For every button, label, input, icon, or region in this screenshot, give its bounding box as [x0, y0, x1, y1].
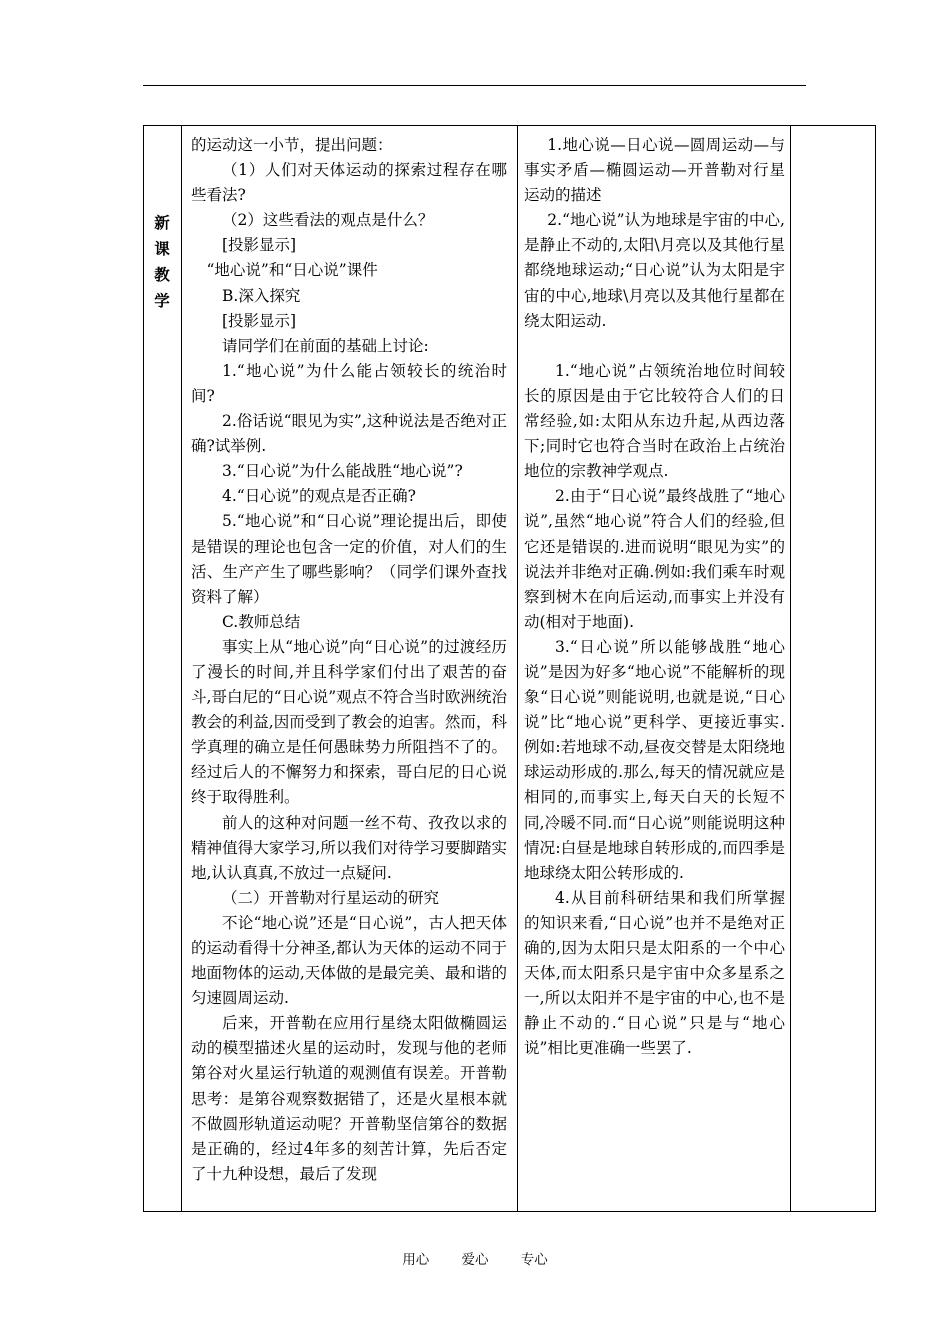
paragraph: 2.由于“日心说”最终战胜了“地心说”,虽然“地心说”符合人们的经验,但它还是错误的.进而说明“眼见为实”的说法并非绝对正确.例如:我们乘车时观察到树木在向后运动,而事实上并没有动(相对于地面). — [524, 487, 785, 631]
footer — [0, 1248, 950, 1268]
section-label-char: 课 — [154, 240, 170, 258]
footer-text: 用心 — [402, 1252, 430, 1268]
paragraph: 事实上从“地心说”向“日心说”的过渡经历了漫长的时间,并且科学家们付出了艰苦的奋斗,哥白尼的“日心说”观点不符合当时欧洲统治教会的利益,因而受到了教会的迫害。然而，科学真理的确立是任何愚昧势力所阻挡不了的。经过后人的不懈努力和探索，哥白尼的日心说终于取得胜利。 — [191, 637, 507, 807]
paragraph: [投影显示] — [222, 236, 297, 255]
header-rule — [143, 85, 806, 86]
paragraph: 的运动这一小节，提出问题： — [191, 136, 393, 154]
paragraph: 2.“地心说”认为地球是宇宙的中心,是静止不动的,太阳\月亮以及其他行星都绕地球运动;“日心说”认为太阳是宇宙的中心,地球\月亮以及其他行星都在绕太阳运动. — [524, 211, 785, 330]
paragraph: 4.“日心说”的观点是否正确? — [222, 487, 416, 506]
paragraph: 后来，开普勒在应用行星绕太阳做椭圆运动的模型描述火星的运动时，发现与他的老师第谷对火星运行轨道的观测值有误差。开普勒思考：是第谷观察数据错了，还是火星根本就不做圆形轨道运动呢？开普勒坚信第谷的数据是正确的，经过4年多的刻苦计算，先后否定了十九种设想，最后了发现 — [191, 1014, 507, 1183]
column-divider — [790, 125, 791, 1212]
section-label — [143, 210, 181, 314]
paragraph: 3.“日心说”为什么能战胜“地心说”? — [222, 462, 463, 481]
paragraph: 1.地心说—日心说—圆周运动—与事实矛盾—椭圆运动—开普勒对行星运动的描述 — [524, 136, 785, 205]
paragraph: （二）开普勒对行星运动的研究 — [222, 888, 440, 907]
paragraph: （2）这些看法的观点是什么？ — [222, 211, 434, 230]
paragraph: “地心说”和“日心说”课件 — [206, 261, 378, 280]
footer-text: 专心 — [520, 1252, 548, 1268]
section-label-char: 学 — [154, 292, 170, 310]
column-divider — [181, 125, 182, 1212]
paragraph: 1.“地心说”为什么能占领较长的统治时间? — [191, 361, 507, 405]
paragraph: 2.俗话说“眼见为实”,这种说法是否绝对正确?试举例. — [191, 412, 507, 456]
paragraph: 1.“地心说”占领统治地位时间较长的原因是由于它比较符合人们的日常经验,如:太阳从东边升起,从西边落下;同时它也符合当时在政治上占统治地位的宗教神学观点. — [524, 361, 785, 481]
section-label-char: 教 — [154, 266, 170, 284]
paragraph: 请同学们在前面的基础上讨论: — [222, 336, 429, 355]
paragraph — [524, 334, 785, 359]
footer-text: 爱心 — [461, 1252, 489, 1268]
paragraph: 5.“地心说”和“日心说”理论提出后，即使是错误的理论也包含一定的价值，对人们的生活、生产产生了哪些影响？（同学们课外查找资料了解） — [191, 512, 507, 606]
paragraph: （1）人们对天体运动的探索过程存在哪些看法? — [191, 161, 507, 205]
section-label-char: 新 — [154, 214, 170, 232]
paragraph: 不论“地心说”还是“日心说”，古人把天体的运动看得十分神圣,都认为天体的运动不同于地面物体的运动,天体做的是最完美、最和谐的匀速圆周运动. — [191, 913, 507, 1008]
paragraph: 前人的这种对问题一丝不苟、孜孜以求的精神值得大家学习,所以我们对待学习要脚踏实地,认认真真,不放过一点疑问. — [191, 813, 507, 882]
paragraph: [投影显示] — [222, 311, 297, 330]
column-divider — [517, 125, 518, 1212]
student-activity-column — [524, 133, 785, 1061]
teacher-activity-column — [191, 133, 507, 1187]
paragraph: 3.“日心说”所以能够战胜“地心说”是因为好多“地心说”不能解析的现象“日心说”则能说明,也就是说,“日心说”比“地心说”更科学、更接近事实.例如:若地球不动,昼夜交替是太阳绕地球运动形成的.那么,每天的情况就应是相同的,而事实上,每天白天的长短不同,冷暖不同.而“日心说”则能说明这种情况:白昼是地球自转形成的,而四季是地球绕太阳公转形成的. — [524, 637, 785, 882]
paragraph: C.教师总结 — [222, 612, 301, 631]
paragraph: B.深入探究 — [222, 286, 301, 305]
paragraph: 4.从目前科研结果和我们所掌握的知识来看,“日心说”也并不是绝对正确的,因为太阳只是太阳系的一个中心天体,而太阳系只是宇宙中众多星系之一,所以太阳并不是宇宙的中心,也不是静止不动的.“日心说”只是与“地心说”相比更准确一些罢了. — [524, 888, 785, 1058]
